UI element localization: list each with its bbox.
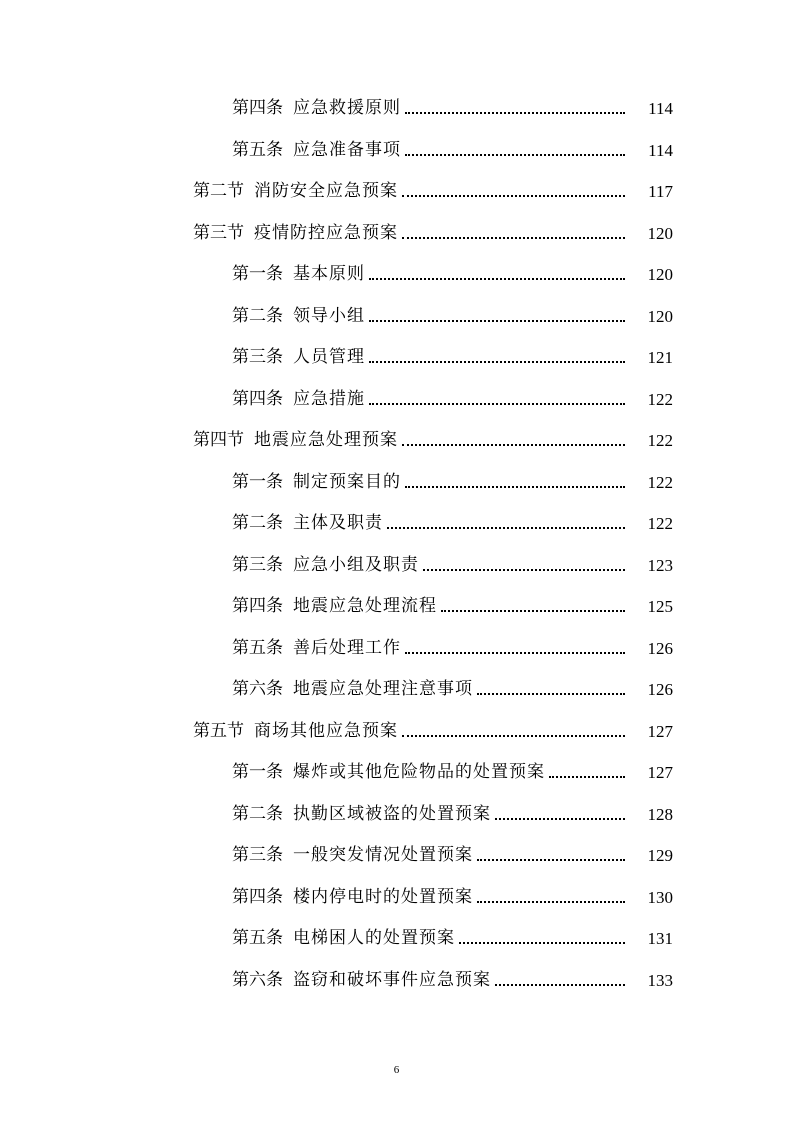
- dot-leader: [369, 391, 625, 408]
- toc-page-number: 131: [647, 929, 673, 949]
- toc-number: 第一条: [232, 471, 283, 492]
- toc-label: [193, 183, 398, 200]
- toc-label: [232, 969, 491, 990]
- toc-label: [232, 847, 473, 864]
- toc-page-number: 120: [647, 223, 673, 243]
- dot-leader: [477, 889, 625, 906]
- toc-number: 第二条: [232, 513, 283, 534]
- toc-number: 第六条: [232, 679, 283, 700]
- dot-leader: [369, 308, 625, 325]
- toc-page-number: 114: [648, 140, 673, 160]
- dot-leader: [477, 847, 625, 864]
- toc-title: 商场其他应急预案: [254, 720, 398, 741]
- toc-number: 第一条: [232, 762, 283, 783]
- dot-leader: [402, 432, 625, 449]
- toc-title: 地震应急处理流程: [293, 596, 437, 617]
- toc-number: 第二节: [193, 181, 244, 202]
- table-of-contents: [0, 88, 793, 1001]
- toc-entry[interactable]: [0, 918, 793, 960]
- toc-title: 制定预案目的: [293, 471, 401, 492]
- toc-entry[interactable]: [0, 711, 793, 753]
- toc-entry[interactable]: [0, 752, 793, 794]
- toc-number: 第四条: [232, 886, 283, 907]
- toc-entry[interactable]: [0, 88, 793, 130]
- toc-entry[interactable]: [0, 545, 793, 587]
- dot-leader: [495, 972, 625, 989]
- toc-page-number: 125: [647, 597, 673, 617]
- dot-leader: [405, 142, 625, 159]
- toc-title: 应急救援原则: [293, 98, 401, 119]
- dot-leader: [549, 764, 625, 781]
- toc-label: [232, 803, 491, 824]
- toc-page-number: 121: [647, 348, 673, 368]
- toc-entry[interactable]: [0, 130, 793, 172]
- toc-label: [232, 305, 365, 326]
- toc-entry[interactable]: [0, 462, 793, 504]
- toc-page-number: 126: [647, 680, 673, 700]
- toc-page-number: 130: [647, 887, 673, 907]
- toc-entry[interactable]: [0, 960, 793, 1002]
- toc-title: 疫情防控应急预案: [254, 222, 398, 243]
- toc-page-number: 114: [648, 99, 673, 119]
- toc-number: 第五条: [232, 637, 283, 658]
- toc-number: 第二条: [232, 305, 283, 326]
- toc-title: 执勤区域被盗的处置预案: [293, 803, 491, 824]
- toc-title: 地震应急处理预案: [254, 430, 398, 451]
- dot-leader: [405, 640, 625, 657]
- toc-title: 人员管理: [293, 347, 365, 368]
- toc-entry[interactable]: [0, 171, 793, 213]
- toc-page-number: 122: [647, 431, 673, 451]
- toc-page-number: 120: [647, 265, 673, 285]
- toc-entry[interactable]: [0, 337, 793, 379]
- toc-label: [232, 388, 365, 409]
- toc-entry[interactable]: [0, 213, 793, 255]
- toc-label: [193, 432, 398, 449]
- dot-leader: [405, 474, 625, 491]
- toc-number: 第二条: [232, 803, 283, 824]
- toc-number: 第四条: [232, 388, 283, 409]
- toc-title: 应急准备事项: [293, 139, 401, 160]
- toc-entry[interactable]: [0, 254, 793, 296]
- toc-page-number: 122: [647, 472, 673, 492]
- toc-label: [232, 681, 473, 698]
- toc-label: [232, 930, 455, 947]
- toc-number: 第五节: [193, 720, 244, 741]
- dot-leader: [459, 930, 625, 947]
- dot-leader: [477, 681, 625, 698]
- toc-label: [232, 349, 365, 366]
- toc-title: 主体及职责: [293, 513, 383, 534]
- toc-number: 第四节: [193, 430, 244, 451]
- toc-entry[interactable]: [0, 669, 793, 711]
- toc-number: 第三条: [232, 554, 283, 575]
- toc-number: 第五条: [232, 139, 283, 160]
- toc-entry[interactable]: [0, 379, 793, 421]
- dot-leader: [387, 515, 625, 532]
- toc-label: [232, 515, 383, 532]
- dot-leader: [402, 225, 625, 242]
- toc-number: 第三条: [232, 347, 283, 368]
- toc-label: [232, 764, 545, 781]
- toc-entry[interactable]: [0, 586, 793, 628]
- dot-leader: [405, 100, 625, 117]
- toc-page-number: 128: [647, 804, 673, 824]
- toc-title: 领导小组: [293, 305, 365, 326]
- toc-label: [232, 886, 473, 907]
- toc-entry[interactable]: [0, 794, 793, 836]
- toc-title: 一般突发情况处置预案: [293, 845, 473, 866]
- toc-page-number: 122: [647, 389, 673, 409]
- toc-page-number: 127: [647, 721, 673, 741]
- toc-entry[interactable]: [0, 296, 793, 338]
- toc-label: [232, 100, 401, 117]
- toc-label: [232, 598, 437, 615]
- toc-label: [232, 471, 401, 492]
- toc-page-number: 117: [648, 182, 673, 202]
- toc-label: [193, 222, 398, 243]
- toc-page-number: 122: [647, 514, 673, 534]
- toc-label: [232, 266, 365, 283]
- footer-page-number: 6: [393, 1064, 400, 1076]
- toc-label: [193, 720, 398, 741]
- dot-leader: [423, 557, 625, 574]
- toc-number: 第三条: [232, 845, 283, 866]
- dot-leader: [495, 806, 625, 823]
- toc-label: [232, 554, 419, 575]
- toc-title: 应急措施: [293, 388, 365, 409]
- toc-page-number: 133: [647, 970, 673, 990]
- toc-number: 第五条: [232, 928, 283, 949]
- toc-page-number: 129: [647, 846, 673, 866]
- toc-number: 第四条: [232, 596, 283, 617]
- dot-leader: [402, 723, 625, 740]
- dot-leader: [369, 349, 625, 366]
- toc-number: 第四条: [232, 98, 283, 119]
- toc-title: 基本原则: [293, 264, 365, 285]
- toc-entry[interactable]: [0, 503, 793, 545]
- toc-number: 第六条: [232, 969, 283, 990]
- toc-entry[interactable]: [0, 628, 793, 670]
- toc-title: 楼内停电时的处置预案: [293, 886, 473, 907]
- toc-page-number: 123: [647, 555, 673, 575]
- toc-title: 消防安全应急预案: [254, 181, 398, 202]
- toc-label: [232, 637, 401, 658]
- toc-title: 地震应急处理注意事项: [293, 679, 473, 700]
- toc-title: 爆炸或其他危险物品的处置预案: [293, 762, 545, 783]
- dot-leader: [402, 183, 625, 200]
- toc-label: [232, 139, 401, 160]
- toc-title: 善后处理工作: [293, 637, 401, 658]
- dot-leader: [369, 266, 625, 283]
- toc-number: 第一条: [232, 264, 283, 285]
- toc-entry[interactable]: [0, 877, 793, 919]
- toc-title: 应急小组及职责: [293, 554, 419, 575]
- toc-page-number: 126: [647, 638, 673, 658]
- toc-entry[interactable]: [0, 835, 793, 877]
- dot-leader: [441, 598, 625, 615]
- toc-page-number: 120: [647, 306, 673, 326]
- toc-title: 电梯困人的处置预案: [293, 928, 455, 949]
- toc-page-number: 127: [647, 763, 673, 783]
- toc-entry[interactable]: [0, 420, 793, 462]
- toc-title: 盗窃和破坏事件应急预案: [293, 969, 491, 990]
- toc-number: 第三节: [193, 222, 244, 243]
